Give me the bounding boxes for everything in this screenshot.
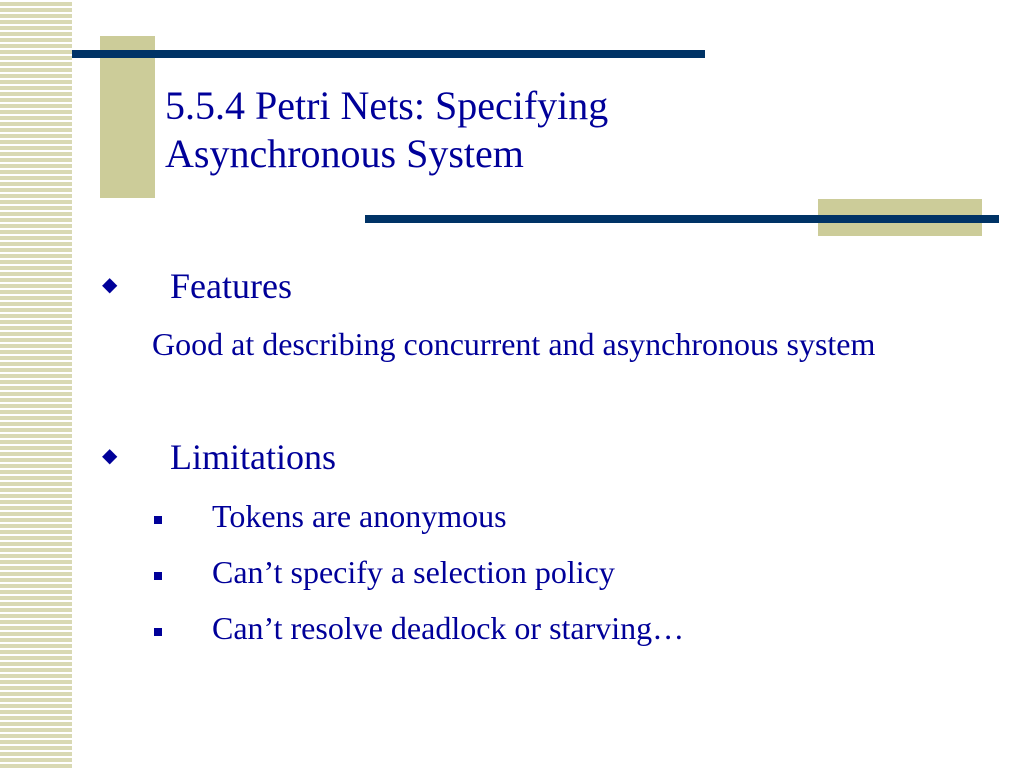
square-bullet-icon — [154, 628, 162, 636]
diamond-bullet-icon: ◆ — [102, 445, 118, 467]
slide-title-line-2: Asynchronous System — [165, 131, 524, 176]
limitations-heading: Limitations — [170, 437, 336, 477]
features-description — [152, 321, 952, 367]
limitation-item: Can’t specify a selection policy — [212, 554, 615, 590]
square-bullet-icon — [154, 516, 162, 524]
diamond-bullet-icon: ◆ — [102, 274, 118, 296]
limitation-item: Can’t resolve deadlock or starving… — [212, 610, 685, 646]
square-bullet-icon — [154, 572, 162, 580]
features-description-text: Good at describing concurrent and asynchronous system — [152, 326, 876, 362]
slide-title-line-1: 5.5.4 Petri Nets: Specifying — [165, 83, 609, 128]
limitation-item: Tokens are anonymous — [212, 498, 507, 534]
features-heading: Features — [170, 266, 292, 306]
